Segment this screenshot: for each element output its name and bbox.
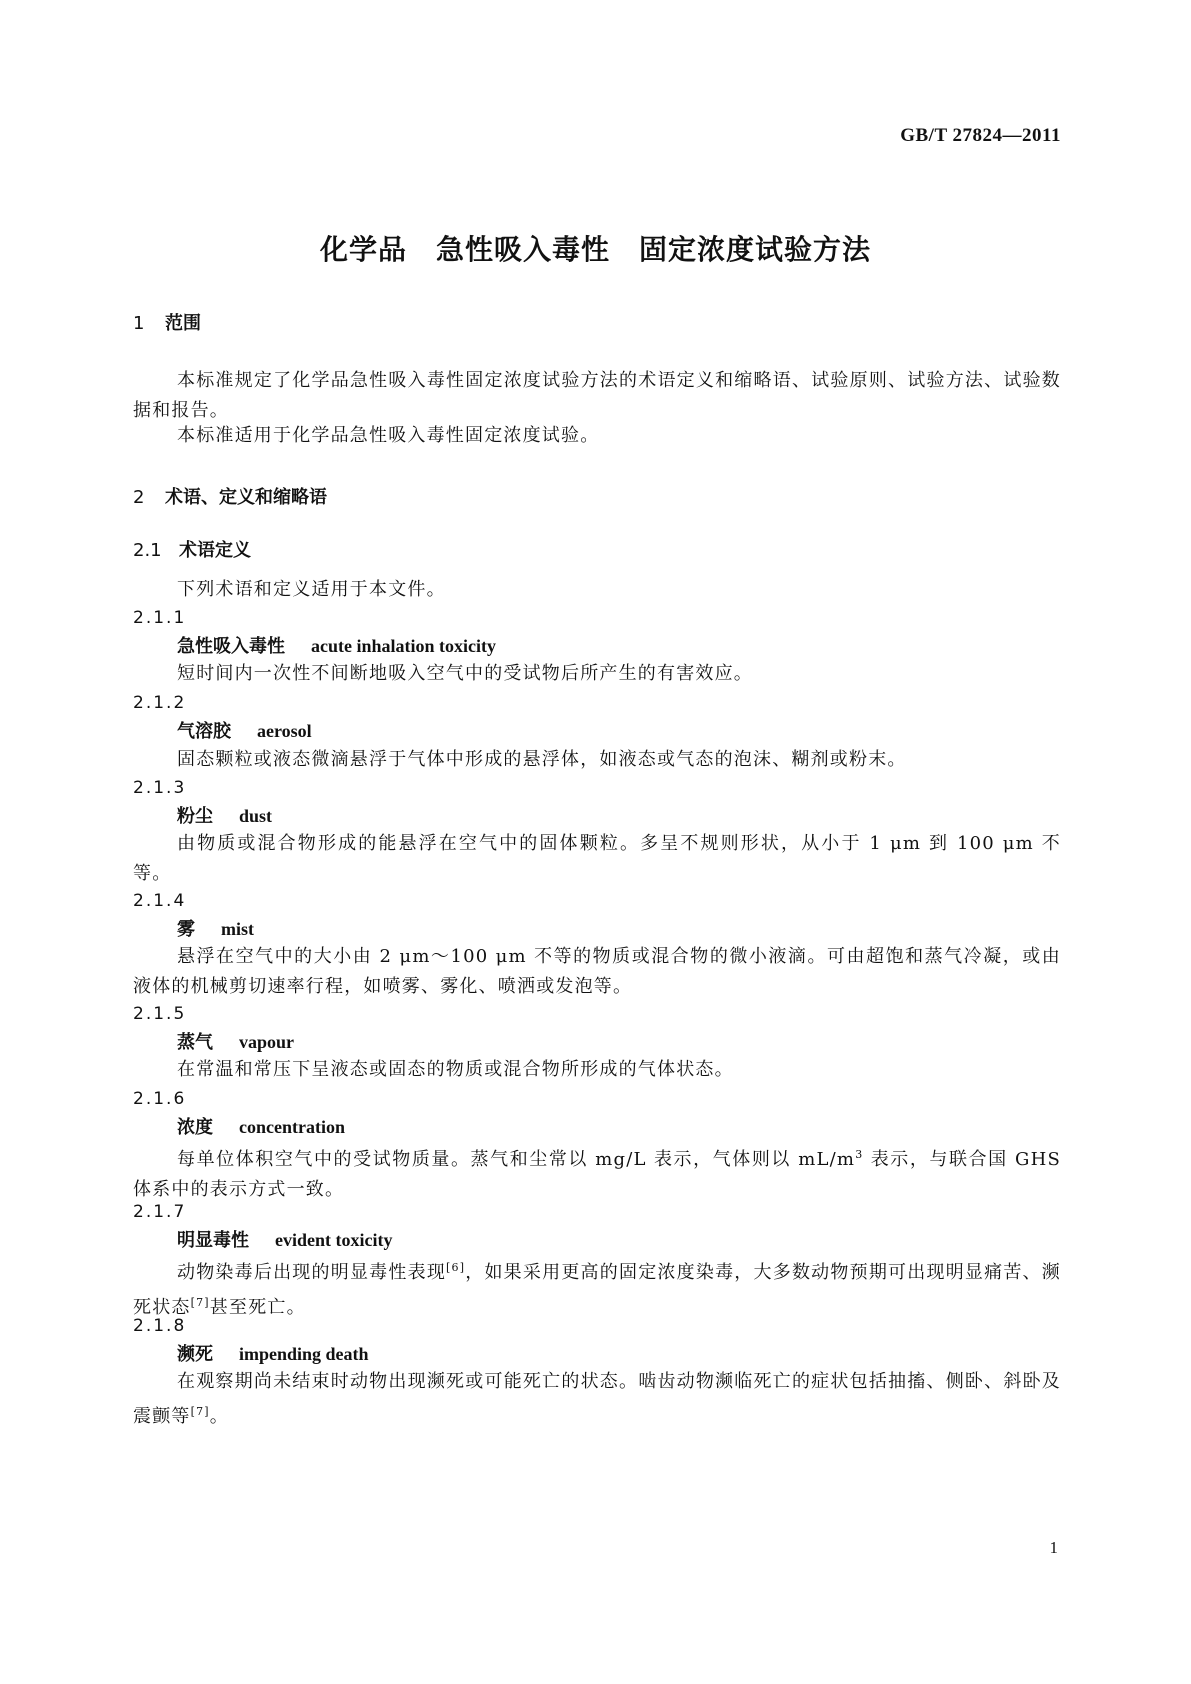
term-number: 2.1.4 xyxy=(133,891,187,911)
term-number: 2.1.2 xyxy=(133,693,187,713)
term-heading xyxy=(133,1339,1105,1370)
reference-marker: [6] xyxy=(446,1261,466,1274)
term-zh: 粉尘 xyxy=(177,806,213,827)
term-en: dust xyxy=(239,806,273,826)
term-heading xyxy=(133,1112,1105,1143)
term-heading xyxy=(133,716,1105,747)
term-definition: 由物质或混合物形成的能悬浮在空气中的固体颗粒。多呈不规则形状，从小于 1 μm 到 100 μm 不等。 xyxy=(133,833,1061,884)
section-number: 1 xyxy=(133,313,145,334)
term-definition: 固态颗粒或液态微滴悬浮于气体中形成的悬浮体，如液态或气态的泡沫、糊剂或粉末。 xyxy=(177,749,907,770)
term-en: concentration xyxy=(239,1117,345,1137)
term-heading xyxy=(133,801,1105,832)
definition-text: 。 xyxy=(209,1406,229,1427)
term-number: 2.1.1 xyxy=(133,608,187,628)
term-en: acute inhalation toxicity xyxy=(311,636,496,656)
reference-marker: [7] xyxy=(190,1405,210,1418)
term-heading xyxy=(133,1027,1105,1058)
subsection-number: 2.1 xyxy=(133,540,162,561)
reference-marker: [7] xyxy=(190,1296,210,1309)
document-title: 化学品 急性吸入毒性 固定浓度试验方法 xyxy=(319,233,871,266)
term-heading xyxy=(133,631,1105,662)
term-en: aerosol xyxy=(257,721,312,741)
definition-text: 每单位体积空气中的受试物质量。蒸气和尘常以 mg/L 表示，气体则以 mL/m xyxy=(177,1149,856,1170)
term-zh: 濒死 xyxy=(177,1344,213,1365)
definition-text: 表示，与联合国 GHS 体系中的表示方式一致。 xyxy=(133,1149,1062,1200)
term-definition xyxy=(133,1140,1061,1205)
term-definition: 短时间内一次性不间断地吸入空气中的受试物后所产生的有害效应。 xyxy=(177,663,753,684)
section-1-paragraph-2: 本标准适用于化学品急性吸入毒性固定浓度试验。 xyxy=(177,425,600,446)
definition-text: 在观察期尚未结束时动物出现濒死或可能死亡的状态。啮齿动物濒临死亡的症状包括抽搐、侧卧、斜卧及震颤等 xyxy=(133,1371,1061,1427)
term-zh: 浓度 xyxy=(177,1117,213,1138)
term-number: 2.1.3 xyxy=(133,778,187,798)
term-zh: 气溶胶 xyxy=(177,721,231,742)
term-zh: 明显毒性 xyxy=(177,1230,249,1251)
term-zh: 急性吸入毒性 xyxy=(177,636,285,657)
superscript: 3 xyxy=(855,1148,864,1161)
definition-text: 甚至死亡。 xyxy=(209,1297,306,1318)
term-zh: 雾 xyxy=(177,919,195,940)
term-en: evident toxicity xyxy=(275,1230,393,1250)
term-definition: 在常温和常压下呈液态或固态的物质或混合物所形成的气体状态。 xyxy=(177,1059,734,1080)
term-en: impending death xyxy=(239,1344,369,1364)
term-zh: 蒸气 xyxy=(177,1032,213,1053)
section-number: 2 xyxy=(133,487,145,508)
section-title: 术语、定义和缩略语 xyxy=(165,487,327,508)
section-title: 范围 xyxy=(165,313,201,334)
section-2-heading xyxy=(133,483,1061,509)
term-definition: 悬浮在空气中的大小由 2 μm～100 μm 不等的物质或混合物的微小液滴。可由超饱和蒸气冷凝，或由液体的机械剪切速率行程，如喷雾、雾化、喷洒或发泡等。 xyxy=(133,946,1061,997)
section-1-heading xyxy=(133,309,1061,335)
term-number: 2.1.7 xyxy=(133,1202,187,1222)
term-number: 2.1.5 xyxy=(133,1004,187,1024)
term-en: mist xyxy=(221,919,254,939)
term-definition xyxy=(133,1367,1061,1432)
section-2-1-heading xyxy=(133,536,1061,562)
section-1-paragraph-1: 本标准规定了化学品急性吸入毒性固定浓度试验方法的术语定义和缩略语、试验原则、试验方法、试验数据和报告。 xyxy=(133,370,1061,421)
term-heading xyxy=(133,1225,1105,1256)
term-number: 2.1.6 xyxy=(133,1089,187,1109)
term-heading xyxy=(133,914,1105,945)
standard-code: GB/T 27824—2011 xyxy=(900,125,1061,146)
term-number: 2.1.8 xyxy=(133,1316,187,1336)
definition-text: 动物染毒后出现的明显毒性表现 xyxy=(177,1262,447,1283)
definition-text: ，如果采用更高的固定浓度染毒，大多数动物预期可出现明显痛苦、濒死状态 xyxy=(133,1262,1061,1318)
term-en: vapour xyxy=(239,1032,295,1052)
subsection-title: 术语定义 xyxy=(179,540,251,561)
page-number: 1 xyxy=(1049,1538,1058,1557)
section-2-1-intro: 下列术语和定义适用于本文件。 xyxy=(177,579,446,600)
